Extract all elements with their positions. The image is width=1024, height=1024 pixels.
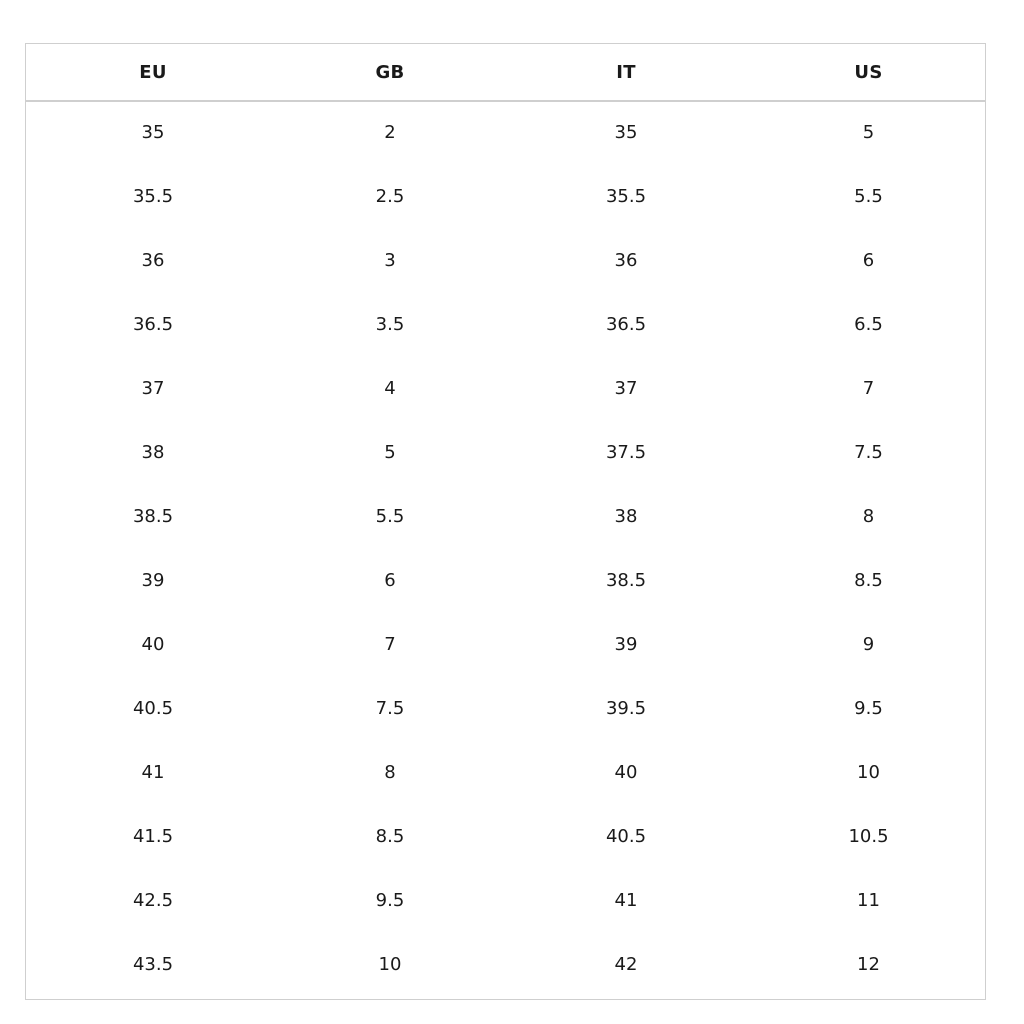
table-cell-eu: 39 <box>141 569 165 591</box>
table-cell-eu: 43.5 <box>132 953 174 975</box>
table-cell-eu: 40 <box>141 633 165 655</box>
table-row <box>26 614 985 678</box>
table-cell-gb: 4 <box>384 377 396 399</box>
table-header-row <box>26 44 985 102</box>
column-header-it: IT <box>616 61 636 83</box>
table-row <box>26 934 985 998</box>
table-cell-us: 5.5 <box>854 185 883 207</box>
table-cell-gb: 7.5 <box>375 697 405 719</box>
table-cell-eu: 41 <box>141 761 165 783</box>
table-cell-us: 9 <box>862 633 875 655</box>
table-cell-it: 40 <box>614 761 638 783</box>
table-cell-it: 38 <box>614 505 638 527</box>
table-cell-eu: 35 <box>141 121 165 143</box>
table-row <box>26 742 985 806</box>
table-cell-gb: 8 <box>384 761 396 783</box>
size-conversion-table <box>25 43 986 1000</box>
table-cell-eu: 38.5 <box>132 505 174 527</box>
table-cell-eu: 38 <box>141 441 165 463</box>
table-cell-it: 37.5 <box>605 441 647 463</box>
table-cell-gb: 8.5 <box>375 825 405 847</box>
table-cell-gb: 5.5 <box>375 505 405 527</box>
table-cell-us: 7 <box>862 377 875 399</box>
table-cell-us: 6.5 <box>854 313 883 335</box>
table-row <box>26 422 985 486</box>
table-row <box>26 358 985 422</box>
table-row <box>26 294 985 358</box>
table-cell-us: 8 <box>862 505 875 527</box>
table-cell-us: 10 <box>857 761 880 783</box>
table-cell-us: 8.5 <box>854 569 883 591</box>
table-cell-eu: 35.5 <box>132 185 174 207</box>
table-row <box>26 166 985 230</box>
table-row <box>26 806 985 870</box>
table-cell-eu: 40.5 <box>132 697 174 719</box>
table-cell-it: 35 <box>614 121 638 143</box>
table-row <box>26 102 985 166</box>
table-cell-gb: 5 <box>384 441 396 463</box>
table-cell-gb: 9.5 <box>375 889 405 911</box>
table-cell-gb: 3 <box>384 249 396 271</box>
column-header-eu: EU <box>139 61 167 83</box>
table-cell-it: 36 <box>614 249 638 271</box>
table-cell-eu: 36 <box>141 249 165 271</box>
column-header-gb: GB <box>375 61 405 83</box>
table-row <box>26 486 985 550</box>
column-header-us: US <box>854 61 883 83</box>
table-cell-eu: 37 <box>141 377 165 399</box>
table-cell-gb: 3.5 <box>375 313 405 335</box>
table-cell-it: 41 <box>614 889 638 911</box>
table-cell-gb: 7 <box>384 633 396 655</box>
table-body <box>26 102 985 998</box>
table-cell-gb: 2 <box>384 121 396 143</box>
table-row <box>26 678 985 742</box>
table-cell-it: 39.5 <box>605 697 647 719</box>
table-cell-gb: 10 <box>378 953 402 975</box>
table-row <box>26 550 985 614</box>
table-cell-us: 9.5 <box>854 697 883 719</box>
table-cell-gb: 2.5 <box>375 185 405 207</box>
table-cell-eu: 41.5 <box>132 825 174 847</box>
table-cell-it: 42 <box>614 953 638 975</box>
table-cell-it: 35.5 <box>605 185 647 207</box>
table-cell-eu: 36.5 <box>132 313 174 335</box>
table-row <box>26 230 985 294</box>
table-cell-gb: 6 <box>384 569 396 591</box>
table-row <box>26 870 985 934</box>
table-cell-us: 12 <box>857 953 880 975</box>
table-cell-it: 36.5 <box>605 313 647 335</box>
table-cell-us: 7.5 <box>854 441 883 463</box>
table-cell-it: 38.5 <box>605 569 647 591</box>
table-cell-us: 5 <box>862 121 875 143</box>
table-cell-eu: 42.5 <box>132 889 174 911</box>
table-cell-it: 39 <box>614 633 638 655</box>
table-cell-us: 10.5 <box>848 825 889 847</box>
table-cell-us: 11 <box>857 889 880 911</box>
table-cell-it: 37 <box>614 377 638 399</box>
table-cell-us: 6 <box>862 249 875 271</box>
table-cell-it: 40.5 <box>605 825 647 847</box>
